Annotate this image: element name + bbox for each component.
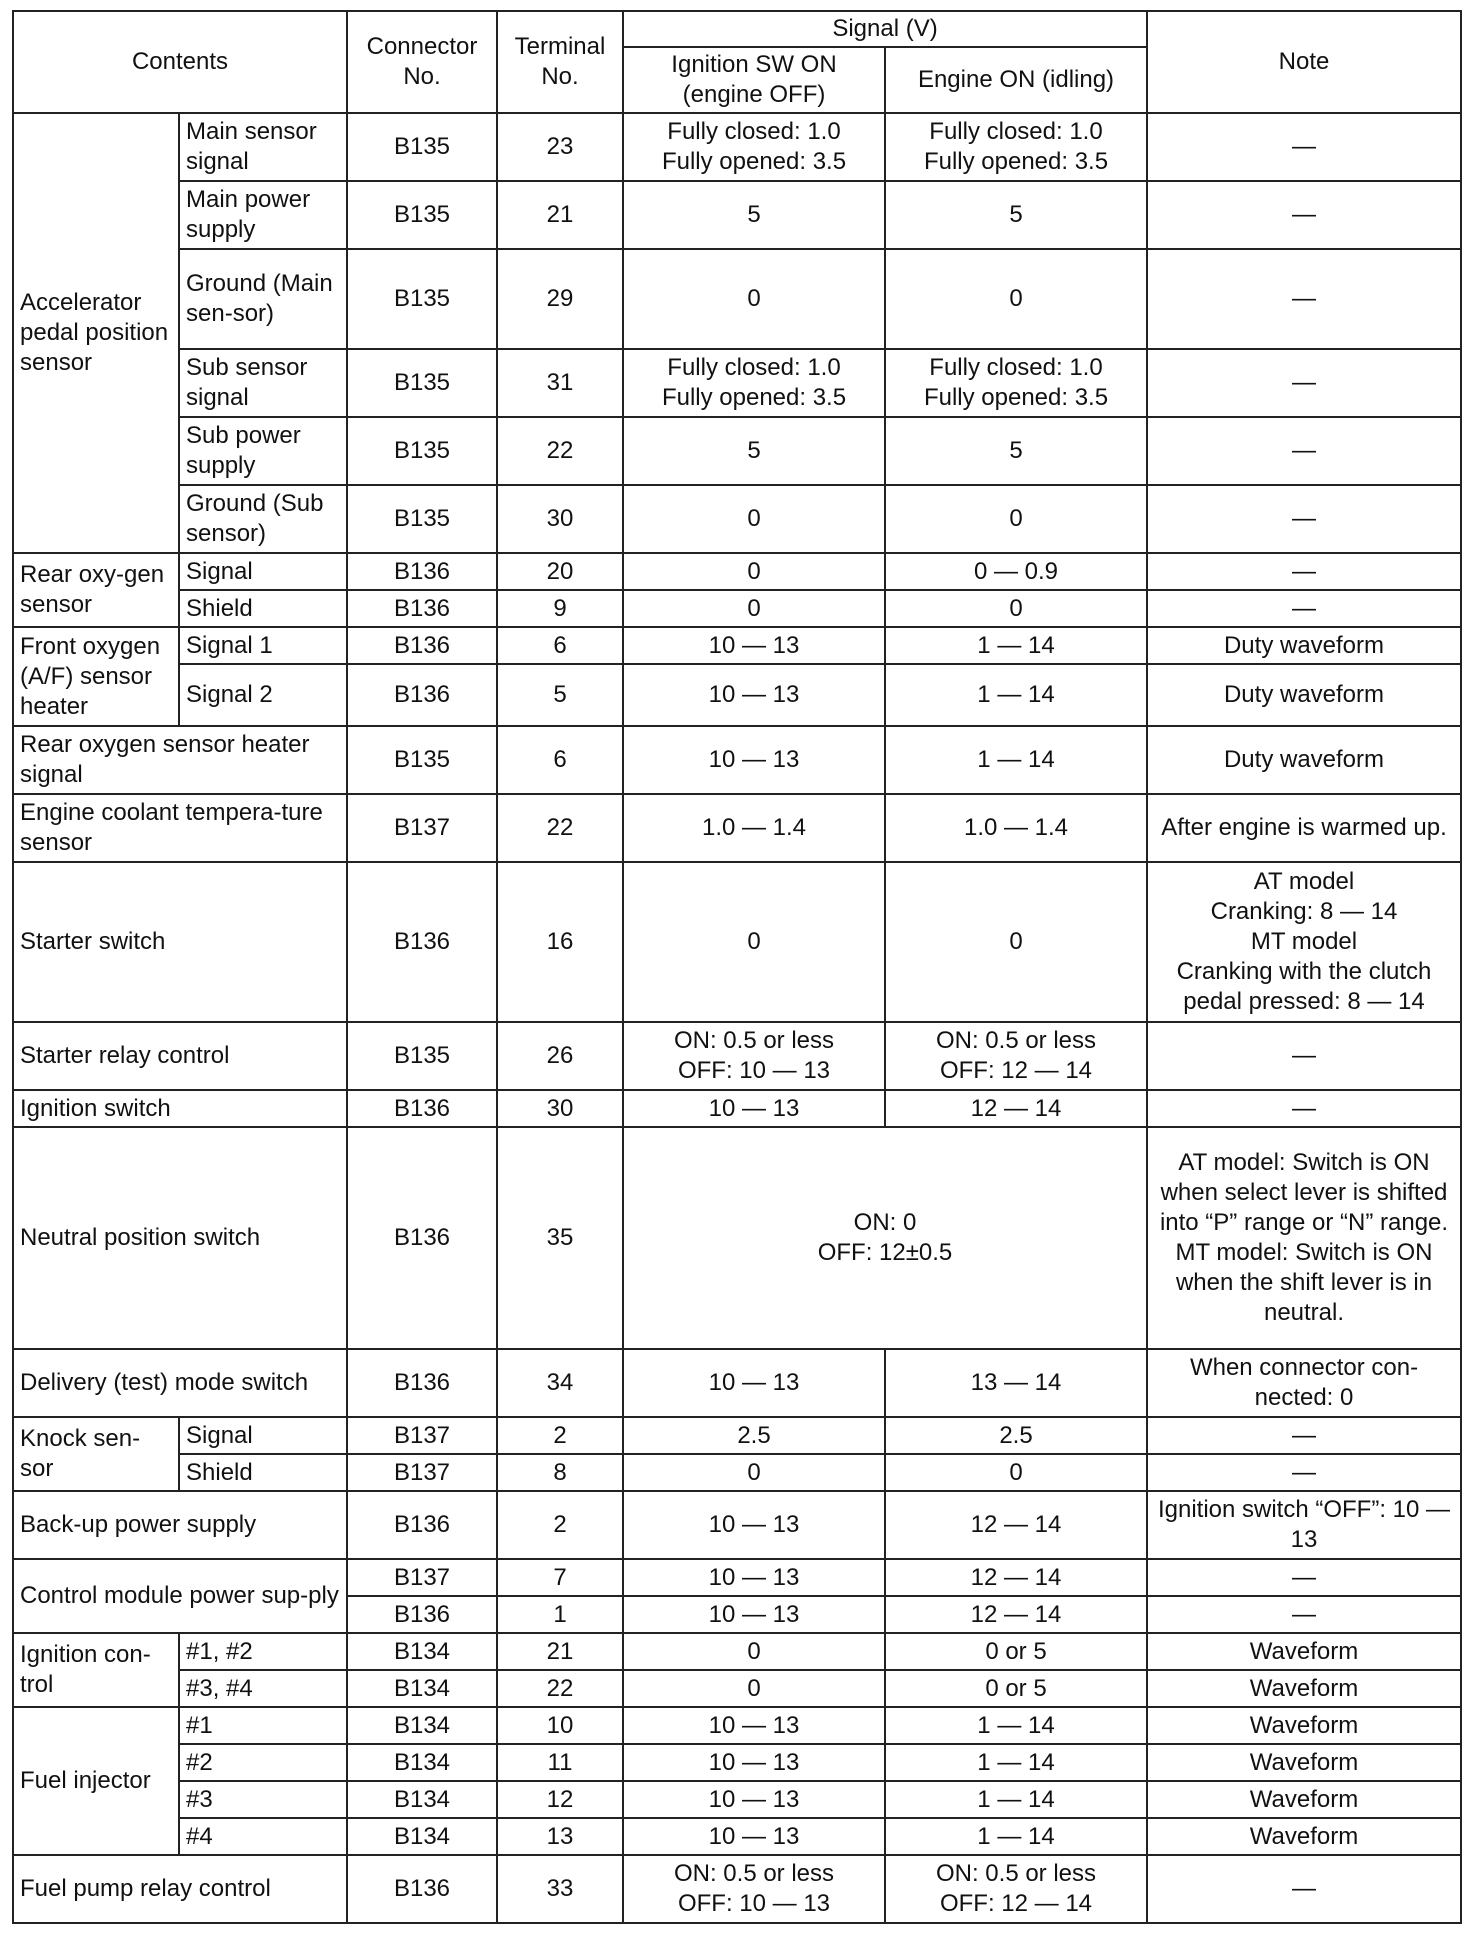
connector-cell: B134: [347, 1633, 497, 1670]
ign-on-cell: 0: [623, 590, 885, 627]
row-sub-label: #3: [179, 1781, 347, 1818]
table-row: [13, 1127, 1461, 1349]
engine-on-cell: 5: [885, 417, 1147, 485]
table-row: [13, 627, 1461, 664]
row-sub-label: Signal: [179, 553, 347, 590]
header-signal: Signal (V): [623, 11, 1147, 47]
terminal-cell: 2: [497, 1417, 623, 1454]
note-cell: —: [1147, 485, 1461, 553]
row-sub-label: Shield: [179, 590, 347, 627]
connector-cell: B136: [347, 1596, 497, 1633]
row-label: Neutral position switch: [13, 1127, 347, 1349]
engine-on-cell: 0 or 5: [885, 1633, 1147, 1670]
note-cell: —: [1147, 1022, 1461, 1090]
table-row: [13, 862, 1461, 1022]
table-row: [13, 485, 1461, 553]
terminal-cell: 16: [497, 862, 623, 1022]
engine-on-cell: 13 — 14: [885, 1349, 1147, 1417]
row-sub-label: Shield: [179, 1454, 347, 1491]
connector-cell: B134: [347, 1744, 497, 1781]
table-row: [13, 1781, 1461, 1818]
row-sub-label: Signal 1: [179, 627, 347, 664]
note-cell: —: [1147, 1090, 1461, 1127]
row-label: Starter switch: [13, 862, 347, 1022]
row-label: Engine coolant tempera-ture sensor: [13, 794, 347, 862]
terminal-cell: 10: [497, 1707, 623, 1744]
table-row: [13, 1454, 1461, 1491]
table-row: [13, 1090, 1461, 1127]
row-sub-label: #4: [179, 1818, 347, 1855]
engine-on-cell: 1 — 14: [885, 1818, 1147, 1855]
terminal-cell: 23: [497, 113, 623, 181]
engine-on-cell: 1 — 14: [885, 1781, 1147, 1818]
ign-on-cell: ON: 0.5 or less OFF: 10 — 13: [623, 1022, 885, 1090]
header-contents: Contents: [13, 11, 347, 113]
ign-on-cell: 10 — 13: [623, 1596, 885, 1633]
terminal-cell: 34: [497, 1349, 623, 1417]
group-label: Accelerator pedal position sensor: [13, 113, 179, 553]
note-cell: —: [1147, 249, 1461, 349]
ign-on-cell: 1.0 — 1.4: [623, 794, 885, 862]
note-cell: —: [1147, 1596, 1461, 1633]
ign-on-cell: 10 — 13: [623, 1707, 885, 1744]
ign-on-cell: 10 — 13: [623, 1491, 885, 1559]
terminal-cell: 7: [497, 1559, 623, 1596]
terminal-cell: 22: [497, 794, 623, 862]
header-engine-on: Engine ON (idling): [885, 47, 1147, 113]
connector-cell: B135: [347, 113, 497, 181]
connector-cell: B134: [347, 1670, 497, 1707]
connector-cell: B136: [347, 862, 497, 1022]
engine-on-cell: 12 — 14: [885, 1090, 1147, 1127]
note-cell: Waveform: [1147, 1633, 1461, 1670]
ign-on-cell: 0: [623, 862, 885, 1022]
table-row: [13, 1417, 1461, 1454]
connector-cell: B135: [347, 485, 497, 553]
table-row: [13, 113, 1461, 181]
connector-cell: B135: [347, 417, 497, 485]
row-label: Fuel pump relay control: [13, 1855, 347, 1923]
table-row: [13, 726, 1461, 794]
connector-cell: B135: [347, 1022, 497, 1090]
ign-on-cell: 2.5: [623, 1417, 885, 1454]
ign-on-cell: 10 — 13: [623, 627, 885, 664]
table-row: [13, 349, 1461, 417]
note-cell: —: [1147, 417, 1461, 485]
note-cell: —: [1147, 349, 1461, 417]
connector-cell: B136: [347, 590, 497, 627]
connector-cell: B137: [347, 1559, 497, 1596]
ign-on-cell: 10 — 13: [623, 1559, 885, 1596]
terminal-cell: 9: [497, 590, 623, 627]
engine-on-cell: 2.5: [885, 1417, 1147, 1454]
row-sub-label: Sub power supply: [179, 417, 347, 485]
note-cell: —: [1147, 1855, 1461, 1923]
engine-on-cell: 12 — 14: [885, 1596, 1147, 1633]
connector-cell: B136: [347, 1855, 497, 1923]
table-row: [13, 1855, 1461, 1923]
note-cell: Duty waveform: [1147, 726, 1461, 794]
terminal-cell: 12: [497, 1781, 623, 1818]
connector-cell: B136: [347, 1127, 497, 1349]
table-row: [13, 249, 1461, 349]
note-cell: After engine is warmed up.: [1147, 794, 1461, 862]
row-label: Back-up power supply: [13, 1491, 347, 1559]
note-cell: Waveform: [1147, 1744, 1461, 1781]
ign-on-cell: 10 — 13: [623, 664, 885, 726]
terminal-cell: 26: [497, 1022, 623, 1090]
note-cell: AT model: Switch is ON when select lever is shifted into “P” range or “N” range. MT model: Switch is ON when the shift lever is in neutral.: [1147, 1127, 1461, 1349]
engine-on-cell: 0: [885, 590, 1147, 627]
connector-cell: B135: [347, 349, 497, 417]
terminal-cell: 30: [497, 485, 623, 553]
terminal-cell: 30: [497, 1090, 623, 1127]
connector-cell: B135: [347, 249, 497, 349]
note-cell: When connector con-nected: 0: [1147, 1349, 1461, 1417]
connector-cell: B137: [347, 1454, 497, 1491]
table-row: [13, 1744, 1461, 1781]
ign-on-cell: 10 — 13: [623, 1349, 885, 1417]
table-row: [13, 181, 1461, 249]
table-row: [13, 1491, 1461, 1559]
terminal-cell: 20: [497, 553, 623, 590]
note-cell: —: [1147, 1454, 1461, 1491]
connector-cell: B137: [347, 794, 497, 862]
table-row: [13, 590, 1461, 627]
connector-cell: B136: [347, 1349, 497, 1417]
table-row: [13, 553, 1461, 590]
connector-cell: B136: [347, 1491, 497, 1559]
engine-on-cell: 1.0 — 1.4: [885, 794, 1147, 862]
engine-on-cell: Fully closed: 1.0 Fully opened: 3.5: [885, 113, 1147, 181]
engine-on-cell: ON: 0.5 or less OFF: 12 — 14: [885, 1855, 1147, 1923]
engine-on-cell: 0 — 0.9: [885, 553, 1147, 590]
table-row: [13, 1818, 1461, 1855]
engine-on-cell: 0: [885, 249, 1147, 349]
ign-on-cell: 0: [623, 1670, 885, 1707]
engine-on-cell: 0: [885, 485, 1147, 553]
terminal-cell: 2: [497, 1491, 623, 1559]
table-row: [13, 1670, 1461, 1707]
note-cell: AT model Cranking: 8 — 14 MT model Cranking with the clutch pedal pressed: 8 — 14: [1147, 862, 1461, 1022]
engine-on-cell: 0: [885, 862, 1147, 1022]
ign-on-cell: Fully closed: 1.0 Fully opened: 3.5: [623, 349, 885, 417]
engine-on-cell: 5: [885, 181, 1147, 249]
note-cell: —: [1147, 113, 1461, 181]
ign-on-cell: 0: [623, 553, 885, 590]
signal-merged-cell: ON: 0 OFF: 12±0.5: [623, 1127, 1147, 1349]
connector-cell: B136: [347, 664, 497, 726]
terminal-cell: 6: [497, 726, 623, 794]
connector-cell: B136: [347, 553, 497, 590]
ign-on-cell: Fully closed: 1.0 Fully opened: 3.5: [623, 113, 885, 181]
note-cell: Waveform: [1147, 1707, 1461, 1744]
ign-on-cell: 0: [623, 485, 885, 553]
note-cell: Duty waveform: [1147, 627, 1461, 664]
ign-on-cell: 10 — 13: [623, 1744, 885, 1781]
terminal-cell: 5: [497, 664, 623, 726]
note-cell: —: [1147, 1559, 1461, 1596]
table-row: [13, 1022, 1461, 1090]
header-note: Note: [1147, 11, 1461, 113]
engine-on-cell: 12 — 14: [885, 1491, 1147, 1559]
row-label: Rear oxygen sensor heater signal: [13, 726, 347, 794]
note-cell: Waveform: [1147, 1670, 1461, 1707]
row-sub-label: Signal: [179, 1417, 347, 1454]
connector-cell: B134: [347, 1781, 497, 1818]
ign-on-cell: 10 — 13: [623, 1781, 885, 1818]
terminal-cell: 33: [497, 1855, 623, 1923]
group-label: Front oxygen (A/F) sensor heater: [13, 627, 179, 726]
group-label: Rear oxy-gen sensor: [13, 553, 179, 627]
table-row: [13, 1707, 1461, 1744]
note-cell: Waveform: [1147, 1781, 1461, 1818]
terminal-cell: 11: [497, 1744, 623, 1781]
terminal-cell: 1: [497, 1596, 623, 1633]
table-row: [13, 1349, 1461, 1417]
engine-on-cell: 1 — 14: [885, 1707, 1147, 1744]
note-cell: —: [1147, 590, 1461, 627]
table-row: [13, 1559, 1461, 1596]
signal-table: [12, 10, 1462, 1924]
group-label: Fuel injector: [13, 1707, 179, 1855]
ign-on-cell: 10 — 13: [623, 726, 885, 794]
row-sub-label: #2: [179, 1744, 347, 1781]
header-ignition-sw-on: Ignition SW ON (engine OFF): [623, 47, 885, 113]
engine-on-cell: 1 — 14: [885, 726, 1147, 794]
ign-on-cell: 0: [623, 249, 885, 349]
connector-cell: B137: [347, 1417, 497, 1454]
ign-on-cell: 10 — 13: [623, 1818, 885, 1855]
row-label: Starter relay control: [13, 1022, 347, 1090]
engine-on-cell: 0: [885, 1454, 1147, 1491]
note-cell: Duty waveform: [1147, 664, 1461, 726]
row-sub-label: Main sensor signal: [179, 113, 347, 181]
row-sub-label: Ground (Main sen-sor): [179, 249, 347, 349]
connector-cell: B135: [347, 726, 497, 794]
terminal-cell: 21: [497, 1633, 623, 1670]
ign-on-cell: 0: [623, 1454, 885, 1491]
table-row: [13, 1633, 1461, 1670]
terminal-cell: 22: [497, 1670, 623, 1707]
row-sub-label: #1: [179, 1707, 347, 1744]
engine-on-cell: 1 — 14: [885, 664, 1147, 726]
note-cell: —: [1147, 553, 1461, 590]
connector-cell: B136: [347, 627, 497, 664]
note-cell: Waveform: [1147, 1818, 1461, 1855]
row-label: Delivery (test) mode switch: [13, 1349, 347, 1417]
ign-on-cell: 10 — 13: [623, 1090, 885, 1127]
ign-on-cell: ON: 0.5 or less OFF: 10 — 13: [623, 1855, 885, 1923]
ign-on-cell: 0: [623, 1633, 885, 1670]
row-sub-label: Signal 2: [179, 664, 347, 726]
terminal-cell: 6: [497, 627, 623, 664]
engine-on-cell: 12 — 14: [885, 1559, 1147, 1596]
connector-cell: B134: [347, 1707, 497, 1744]
terminal-cell: 21: [497, 181, 623, 249]
header-connector: Connector No.: [347, 11, 497, 113]
terminal-cell: 35: [497, 1127, 623, 1349]
group-label: Ignition con-trol: [13, 1633, 179, 1707]
group-label: Control module power sup-ply: [13, 1559, 347, 1633]
row-sub-label: Sub sensor signal: [179, 349, 347, 417]
row-sub-label: #1, #2: [179, 1633, 347, 1670]
ign-on-cell: 5: [623, 417, 885, 485]
note-cell: Ignition switch “OFF”: 10 — 13: [1147, 1491, 1461, 1559]
connector-cell: B135: [347, 181, 497, 249]
row-sub-label: Ground (Sub sensor): [179, 485, 347, 553]
row-sub-label: Main power supply: [179, 181, 347, 249]
engine-on-cell: 1 — 14: [885, 1744, 1147, 1781]
row-label: Ignition switch: [13, 1090, 347, 1127]
header-terminal: Terminal No.: [497, 11, 623, 113]
terminal-cell: 31: [497, 349, 623, 417]
terminal-cell: 13: [497, 1818, 623, 1855]
connector-cell: B136: [347, 1090, 497, 1127]
note-cell: —: [1147, 181, 1461, 249]
engine-on-cell: 0 or 5: [885, 1670, 1147, 1707]
table-row: [13, 417, 1461, 485]
row-sub-label: #3, #4: [179, 1670, 347, 1707]
engine-on-cell: 1 — 14: [885, 627, 1147, 664]
connector-cell: B134: [347, 1818, 497, 1855]
terminal-cell: 8: [497, 1454, 623, 1491]
engine-on-cell: ON: 0.5 or less OFF: 12 — 14: [885, 1022, 1147, 1090]
table-row: [13, 794, 1461, 862]
table-row: [13, 664, 1461, 726]
ign-on-cell: 5: [623, 181, 885, 249]
group-label: Knock sen-sor: [13, 1417, 179, 1491]
engine-on-cell: Fully closed: 1.0 Fully opened: 3.5: [885, 349, 1147, 417]
terminal-cell: 22: [497, 417, 623, 485]
note-cell: —: [1147, 1417, 1461, 1454]
terminal-cell: 29: [497, 249, 623, 349]
